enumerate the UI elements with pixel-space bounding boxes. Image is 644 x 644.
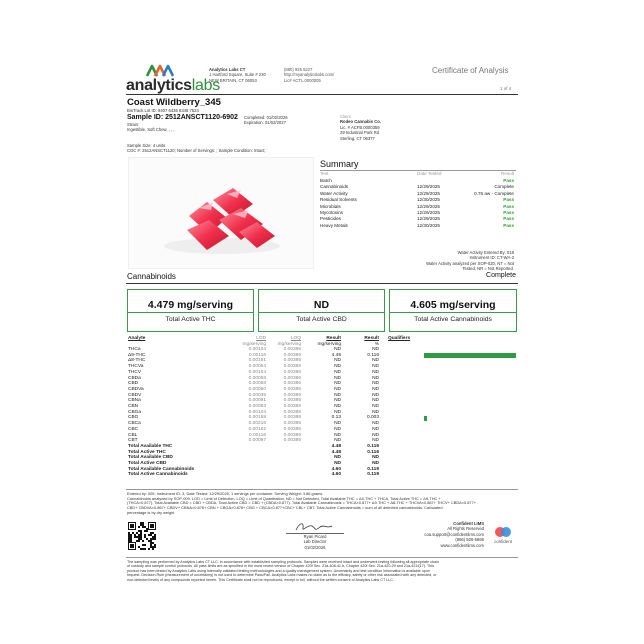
lod-value: 0.00097 — [248, 438, 266, 444]
cannabinoid-total-row — [128, 472, 518, 478]
result-mg: ND — [334, 369, 341, 375]
result-bar — [424, 353, 516, 357]
total-mg: ND — [334, 461, 341, 466]
summary-date: 12/30/2025 — [417, 197, 440, 203]
total-name: Total Active Cannabinoids — [128, 472, 188, 478]
analyte-name: CBDV — [128, 392, 142, 398]
sample-id: Sample ID: 2512ANSCT1120-6902 — [127, 114, 238, 121]
total-active-thc-value: 4.479 mg/serving — [147, 299, 234, 311]
summary-test: Cannabinoids — [320, 184, 349, 190]
lims-name: Confident LIMS — [453, 521, 484, 526]
lod-value: 0.00158 — [248, 415, 266, 421]
analyte-name: CBC — [128, 426, 139, 432]
wa-note-2: Instrument ID: CT-WA-3 — [469, 255, 514, 261]
total-name: Total Available THC — [128, 443, 173, 449]
summary-test: Pesticides — [320, 216, 341, 222]
result-pct: ND — [372, 386, 379, 392]
logo-accent: labs — [191, 77, 220, 94]
loq-value: 0.00386 — [283, 347, 301, 352]
result-mg: 4.48 — [331, 352, 341, 358]
client-license: Lic. # ACFB.0000359 — [340, 124, 380, 130]
lod-value: 0.00104 — [248, 369, 266, 375]
loq-value: 0.00386 — [283, 409, 301, 415]
coc-info: COC #: 2512ANSCT1120; Number of Servings: ; Sample Condition: Intact; — [127, 148, 266, 154]
note-line: CBD+ CBDVA×0.867+ CBDV+ CBNA×0.876+ CBN + CBGA×0.878+ CBG + CBCA×0.877+CBC+ CBL+ CBT. Total Active Cannabinoids = sum of all detected cannabinoids. Calculated — [127, 505, 443, 511]
result-pct: ND — [372, 381, 379, 387]
analyte-name: CBD — [128, 381, 139, 387]
col-qualifiers: Qualifiers — [388, 336, 411, 341]
result-pct: ND — [372, 398, 379, 404]
client-address-1: 29 Industrial Park Rd — [340, 130, 380, 136]
loq-value: 0.00386 — [283, 381, 301, 387]
lod-value: 0.00216 — [248, 421, 266, 427]
disclaimer-line: of custody and sample control protocols. All pass limits are as specified in the most recent version of Chapter 420f Sec. 21a-408-41.b, Chapter 420f Sec. 21a-420-29 and 21a-421f(17). This — [127, 564, 434, 569]
total-active-cbd-value: ND — [313, 299, 330, 311]
disclaimer-line: request. Decision Rule (measurement of uncertainty) is not used to determine Pass/Fail. Analytics Labs makes no claim as to the efficacy, safety or other risk associated with any detected, or — [127, 573, 437, 578]
lod-value: 0.00104 — [248, 409, 266, 415]
logo-main: analytics — [126, 77, 192, 94]
box-divider — [128, 312, 253, 313]
result-pct: ND — [372, 426, 379, 432]
company-address-1: 1 Hartford Square, Suite # 230 — [209, 72, 266, 78]
total-active-cbd-box — [258, 289, 385, 332]
analyte-name: CBG — [128, 415, 139, 421]
lod-value: 0.00116 — [249, 432, 266, 438]
total-pct: 0.119 — [367, 472, 379, 478]
box-divider — [259, 312, 384, 313]
total-active-thc-box — [127, 289, 254, 332]
total-active-cbd-label: Total Active CBD — [296, 316, 347, 323]
loq-value: 0.00386 — [283, 386, 301, 392]
loq-value: 0.00386 — [283, 404, 301, 409]
loq-value: 0.00386 — [283, 369, 301, 375]
unit-loq: mg/serving — [277, 341, 301, 347]
result-pct: ND — [372, 421, 379, 427]
box-divider — [390, 312, 516, 313]
loq-value: 0.00386 — [283, 352, 301, 358]
summary-date: 12/29/2025 — [417, 184, 440, 190]
loq-value: 0.00386 — [283, 364, 301, 370]
summary-date: 12/30/2025 — [417, 222, 440, 228]
lims-phone: (866) 506-5866 — [455, 537, 484, 543]
total-pct: 0.116 — [367, 449, 379, 455]
unit-lod: mg/serving — [242, 341, 266, 347]
summary-date: 12/29/2025 — [417, 210, 440, 215]
logo-mark-icon — [146, 64, 180, 77]
result-mg: ND — [334, 409, 341, 415]
result-pct: ND — [372, 358, 379, 364]
lod-value: 0.00116 — [249, 352, 266, 358]
summary-result: Pass — [503, 222, 514, 228]
total-mg: 4.48 — [331, 449, 341, 455]
lims-email[interactable]: coa.support@confidentlims.com — [424, 531, 484, 537]
loq-value: 0.00386 — [283, 398, 301, 404]
result-pct: ND — [372, 364, 379, 370]
lod-value: 0.00058 — [248, 381, 266, 387]
result-mg: ND — [334, 358, 341, 364]
footer-divider — [126, 489, 518, 490]
col-analyte: Analyte — [128, 336, 146, 341]
summary-result: Pass — [503, 203, 514, 209]
wa-note-3: Water Activity analyzed per SOP-020, NT = Not — [426, 260, 514, 266]
result-pct: ND — [372, 432, 379, 438]
result-mg: ND — [334, 381, 341, 387]
result-bar — [424, 416, 427, 420]
client-name: Rodeo Cannabis Co. — [340, 119, 381, 125]
summary-date: 12/29/2025 — [417, 190, 440, 196]
total-name: Total Active THC — [128, 449, 166, 455]
total-mg: 4.60 — [331, 472, 341, 478]
lod-value: 0.00081 — [248, 398, 266, 404]
total-mg: 4.48 — [331, 443, 341, 449]
note-line: percentage is by dry weight — [127, 509, 175, 515]
summary-result: Pass — [503, 178, 514, 183]
total-name: Total Available Cannabinoids — [128, 466, 195, 472]
lod-value: 0.00181 — [248, 358, 266, 364]
signer-name: Ryan Picard — [303, 534, 327, 539]
result-mg: ND — [334, 421, 341, 427]
analyte-name: CBL — [128, 432, 138, 438]
summary-test: Mycotoxins — [320, 210, 343, 215]
summary-result: Pass — [503, 210, 514, 215]
summary-result: Complete — [494, 184, 514, 190]
result-pct: ND — [372, 375, 379, 381]
result-mg: ND — [334, 432, 341, 438]
signer-title: Lab Director — [303, 539, 327, 545]
lod-value: 0.00035 — [248, 392, 266, 398]
loq-value: 0.00386 — [283, 358, 301, 364]
product-name: Coast Wildberry_345 — [127, 97, 221, 108]
lod-value: 0.00162 — [248, 426, 266, 432]
sign-date: 01/02/2026 — [304, 544, 326, 550]
summary-date: 12/29/2025 — [417, 203, 440, 209]
result-mg: ND — [334, 375, 341, 381]
lod-value: 0.00054 — [248, 364, 266, 370]
analyte-name: CBGa — [128, 409, 142, 415]
summary-test: Residual Solvents — [320, 197, 357, 203]
loq-value: 0.00386 — [283, 438, 301, 444]
lims-website[interactable]: www.confidentlims.com — [440, 542, 484, 548]
disclaimer-line: product has been tested by Analytics Labs using internally validated testing methodologies and a quality management system. Uncertainty and test condition information is available upon — [127, 568, 430, 573]
analyte-name: CBDa — [128, 375, 141, 381]
disclaimer — [127, 560, 519, 582]
qr-code[interactable] — [128, 522, 156, 550]
summary-date: 12/29/2025 — [417, 216, 440, 222]
biotrack-id: BioTrack Lot ID: 9407 6436 6348 7524 — [127, 108, 199, 113]
col-lod: LOD — [256, 336, 266, 341]
summary-result: Pass — [503, 197, 514, 203]
total-mg: ND — [334, 455, 341, 461]
total-mg: 4.60 — [331, 466, 341, 472]
lod-value: 0.00050 — [248, 386, 266, 392]
total-name: Total Active CBD — [128, 461, 167, 466]
total-active-cannabinoids-value: 4.605 mg/serving — [410, 299, 496, 311]
result-mg: ND — [334, 364, 341, 370]
completed-date: Completed: 01/02/2026 — [244, 115, 288, 120]
cannabinoids-title: Cannabinoids — [127, 272, 176, 281]
result-pct: ND — [372, 438, 379, 444]
summary-col-result: Result — [500, 171, 514, 176]
unit-result-pct: % — [374, 341, 379, 347]
analyte-name: THCa — [128, 347, 141, 352]
summary-result: 0.76 aw - Complete — [474, 190, 514, 196]
loq-value: 0.00386 — [283, 426, 301, 432]
analyte-name: THCV — [128, 369, 142, 375]
summary-col-test: Test — [320, 171, 329, 176]
note-line: Entered by: 005; Instrument ID: 3, Date Tested: 12/29/2025, 1 servings per container. Serving Weight: 3.86 grams. — [127, 491, 324, 496]
wa-note-4: Tested, NR = Not Reported. — [462, 266, 514, 272]
analyte-name: CBT — [128, 438, 138, 444]
total-active-cannabinoids-box — [389, 289, 517, 332]
result-mg: ND — [334, 347, 341, 352]
analyte-name: CBN — [128, 404, 139, 409]
result-mg: 0.13 — [331, 415, 341, 421]
unit-result: mg/serving — [317, 341, 341, 347]
result-pct: 0.116 — [367, 352, 379, 358]
company-address-2: NEW BRITAIN, CT 06053 — [209, 77, 257, 83]
analyte-name: CBDVa — [128, 386, 144, 392]
total-pct: ND — [372, 455, 379, 461]
lims-rights: All Rights Reserved — [447, 526, 484, 532]
note-line: Cannabinoids analyzed by SOP-009. LOD = Limit of Detection, LOQ = Limit of Quantitation, ND = Not Detected, Total Available THC = Δ9-THC + THCA, Total Active THC = Δ9-THC + — [127, 495, 441, 501]
loq-value: 0.00386 — [283, 415, 301, 421]
confident-logo — [488, 526, 518, 546]
analyte-name: THCVa — [128, 364, 144, 370]
loq-value: 0.00386 — [283, 432, 301, 438]
document-title: Certificate of Analysis — [432, 66, 509, 75]
disclaimer-divider — [126, 557, 518, 558]
summary-test: Microbials — [320, 203, 341, 209]
qr-code-icon — [128, 522, 156, 550]
result-pct: ND — [372, 404, 379, 409]
cannabinoids-status: Complete — [486, 272, 516, 279]
loq-value: 0.00386 — [283, 392, 301, 398]
result-mg: ND — [334, 398, 341, 404]
result-pct: ND — [372, 392, 379, 398]
water-activity-notes — [380, 250, 514, 272]
header-divider — [126, 94, 518, 95]
cannabinoids-divider — [126, 283, 518, 284]
footer-notes — [127, 492, 519, 516]
total-pct: ND — [372, 461, 379, 466]
lod-value: 0.00058 — [248, 375, 266, 381]
disclaimer-line: non-detected levels of any compounds reported herein. This Certificate shall not be reproduced, except in full, without the written consent of Analytics Labs CT LLC. — [127, 577, 394, 582]
confident-logo-text: confident — [494, 539, 512, 544]
summary-test: Batch — [320, 178, 332, 183]
confident-logo-icon — [495, 526, 511, 538]
result-mg: ND — [334, 426, 341, 432]
signature — [294, 520, 334, 534]
total-active-thc-label: Total Active THC — [165, 316, 216, 323]
disclaimer-line: The sampling was performed by Analytics Labs CT LLC. in accordance with established sampling protocols. Samples were received intact and underwent testing following all appropriate chain — [127, 560, 439, 564]
summary-col-date: Date Tested — [417, 171, 442, 176]
company-name: Analytics Labs CT — [209, 67, 246, 72]
total-active-cannabinoids-label: Total Active Cannabinoids — [414, 316, 492, 323]
total-pct: 0.116 — [367, 443, 379, 449]
loq-value: 0.00386 — [283, 421, 301, 427]
result-mg: ND — [334, 392, 341, 398]
company-website[interactable]: http://myanalyticslabs.com/ — [284, 72, 335, 78]
total-name: Total Available CBD — [128, 455, 173, 461]
result-pct: 0.003 — [366, 415, 379, 421]
expiration-date: Expiration: 01/02/2027 — [244, 120, 286, 126]
lod-value: 0.00093 — [248, 404, 266, 409]
company-license: Lic# ACTL.0000005 — [284, 77, 321, 83]
matrix: Ingestible, Soft Chew, , , , — [127, 127, 175, 133]
result-mg: ND — [334, 438, 341, 444]
analyte-name: CBNa — [128, 398, 141, 404]
page-number: 1 of 4 — [500, 86, 512, 91]
client-label: Client — [340, 114, 351, 119]
lod-value: 0.00104 — [248, 347, 266, 352]
loq-value: 0.00386 — [283, 375, 301, 381]
result-mg: ND — [334, 404, 341, 409]
summary-result: Pass — [503, 216, 514, 222]
summary-title: Summary — [320, 159, 359, 169]
result-mg: ND — [334, 386, 341, 392]
note-line: (THCA×0.877). Total Available CBD = CBD + CBDA, Total Active CBD = CBD + (CBDA×0.877). Total Available Cannabinoids = THCA×0.877+ Δ9-THC + Δ8-THC + THCVA×0.867+ THCV+ CBDA×0.877+ — [127, 500, 477, 506]
col-result-pct: Result — [364, 336, 379, 341]
wa-note-1: Water Activity Entered By: 018 — [457, 250, 514, 255]
total-pct: 0.119 — [367, 466, 379, 472]
result-pct: ND — [372, 347, 379, 352]
strain: Strain: — [127, 122, 140, 127]
col-result: Result — [326, 336, 341, 341]
summary-test: Heavy Metals — [320, 222, 348, 228]
client-address-2: Sterling, CT 06377 — [340, 135, 375, 141]
summary-test: Water Activity — [320, 190, 348, 196]
col-loq: LOQ — [290, 336, 301, 341]
analyte-name: Δ8-THC — [128, 358, 146, 364]
result-pct: ND — [372, 409, 379, 415]
analyte-name: Δ9-THC — [128, 352, 146, 358]
company-phone: (860) 925 5227 — [284, 67, 313, 72]
analyte-name: CBCa — [128, 421, 141, 427]
product-photo — [128, 157, 314, 269]
sample-size: Sample Size: 4 units — [127, 143, 166, 148]
result-pct: ND — [372, 369, 379, 375]
